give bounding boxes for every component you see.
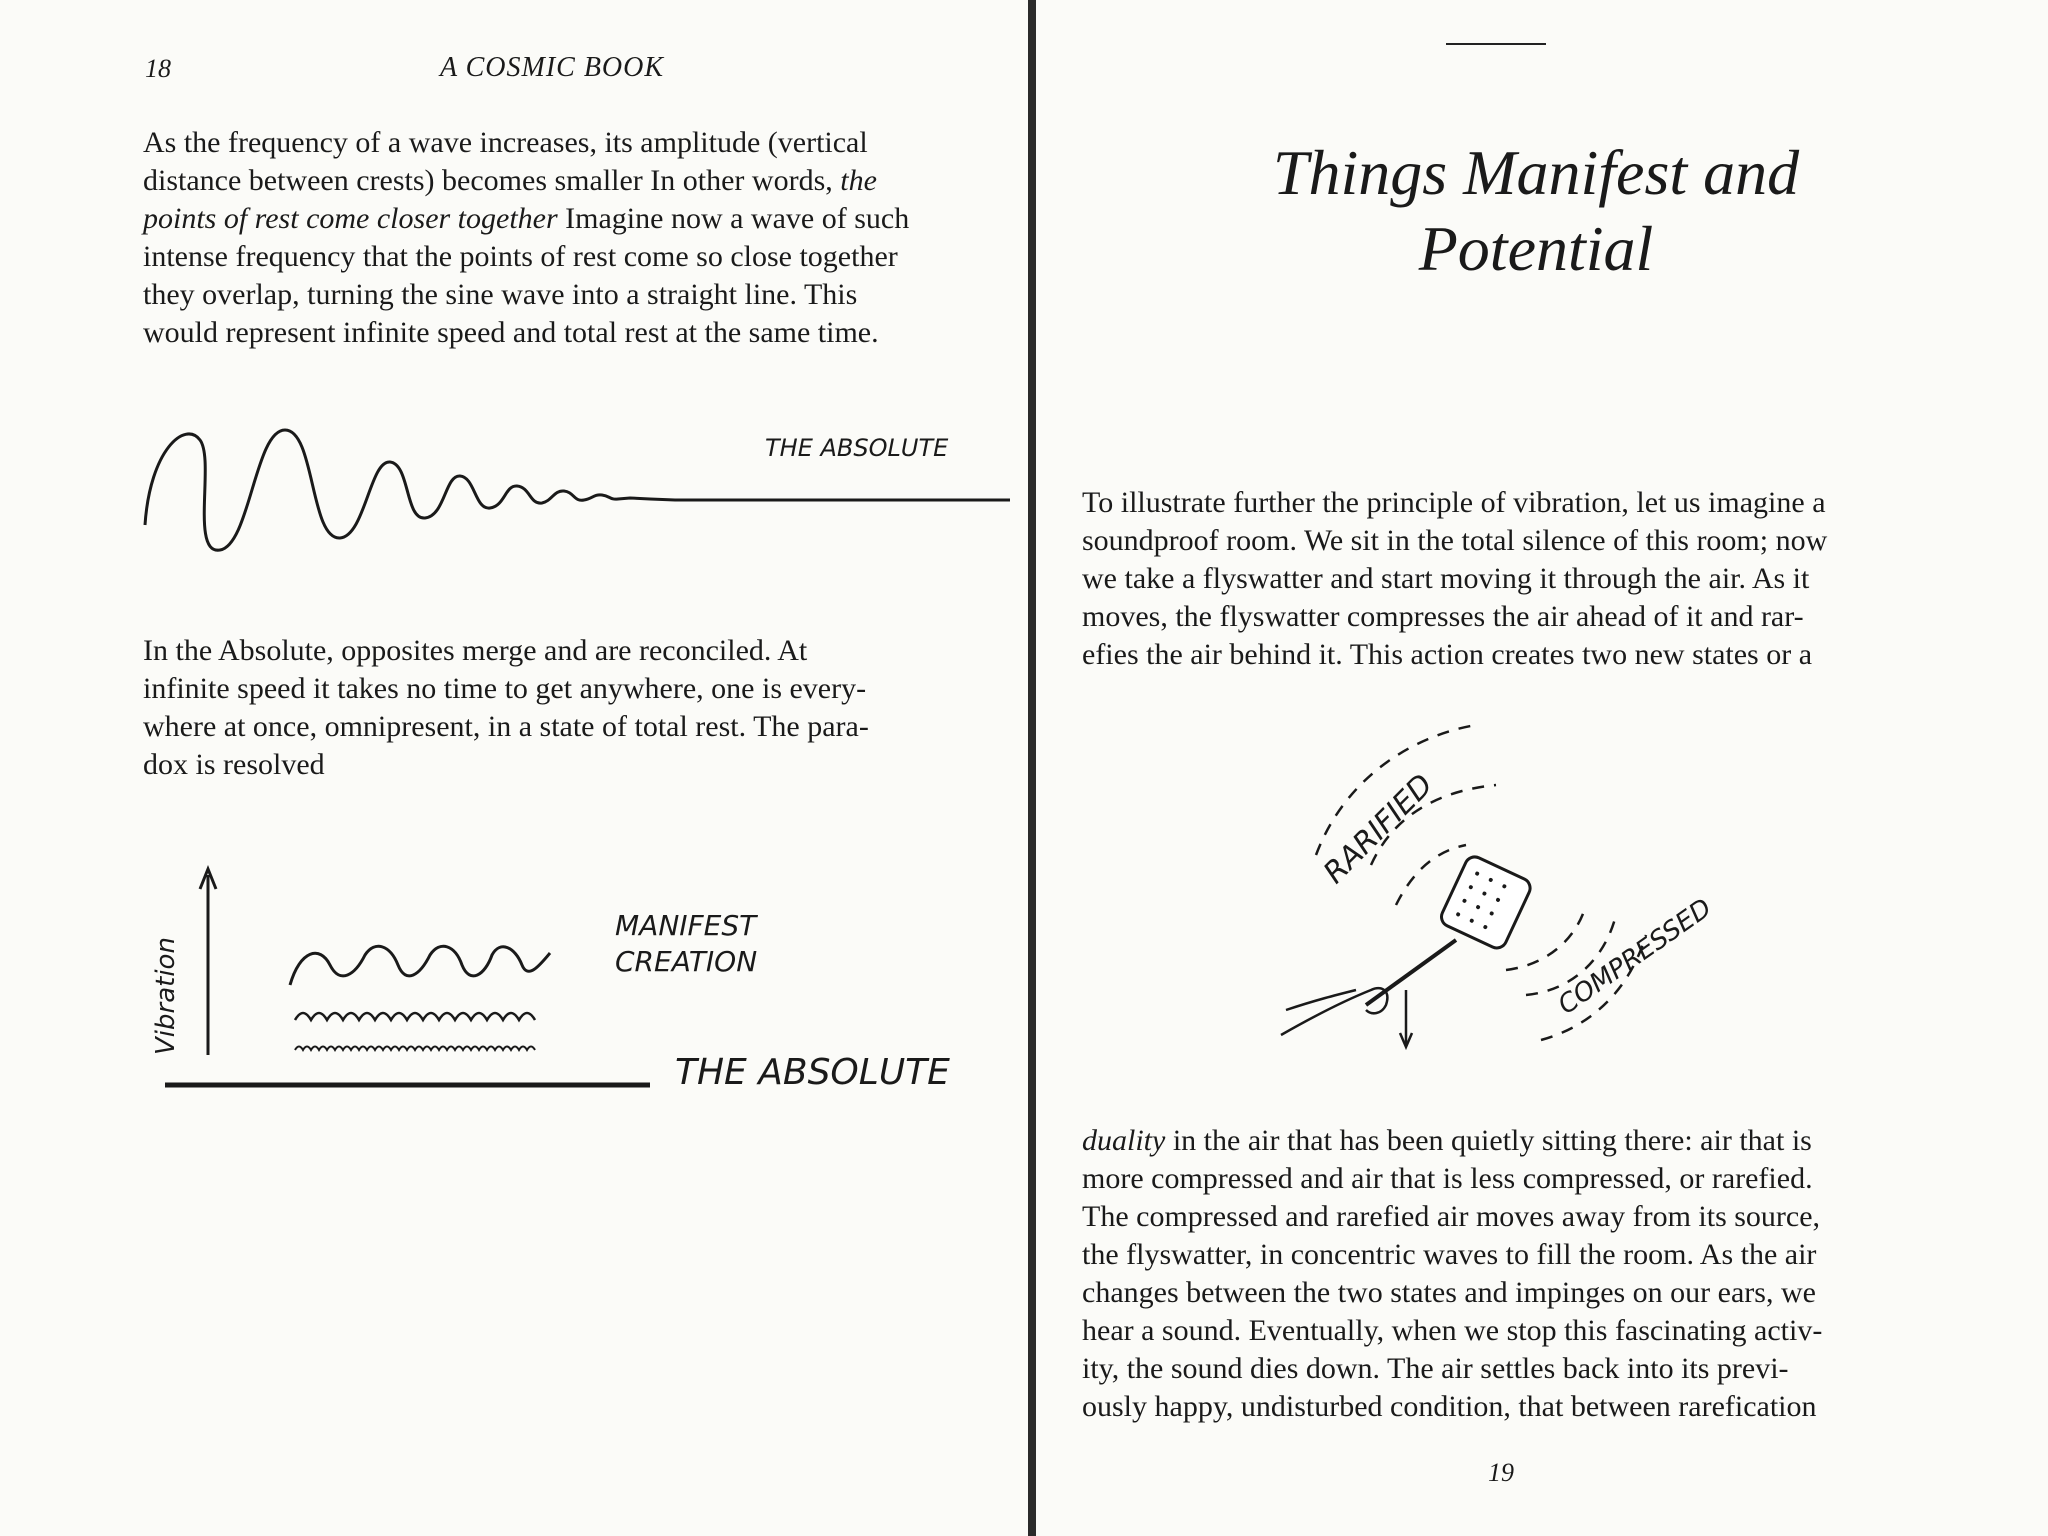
text-line: The compressed and rarefied air moves away from its source,: [1082, 1200, 1821, 1233]
text-line: more compressed and air that is less compressed, or rarefied.: [1082, 1162, 1813, 1195]
text-line: points of rest come closer together Imagine now a wave of such: [143, 202, 910, 235]
book-gutter: [1028, 0, 1036, 1536]
right-page: [1036, 0, 2048, 1536]
chapter-title-line-1: Things Manifest and: [1272, 137, 1800, 208]
left-paragraph-1: [143, 124, 983, 352]
page-number-right: 19: [1488, 1458, 1514, 1487]
rarified-label: RARIFIED: [1316, 767, 1441, 891]
text-line: moves, the flyswatter compresses the air ahead of it and rar-: [1082, 600, 1804, 633]
duality-word: duality: [1082, 1124, 1166, 1157]
vibration-axis-label: Vibration: [151, 937, 181, 1055]
the-absolute-label: THE ABSOLUTE: [675, 1052, 950, 1093]
text-line: efies the air behind it. This action creates two new states or a: [1082, 638, 1813, 671]
compressed-label: COMPRESSED: [1552, 893, 1718, 1021]
higher-frequency-wave: [295, 1013, 535, 1020]
text-line: distance between crests) becomes smaller In other words, the: [143, 164, 877, 197]
text-line: intense frequency that the points of rest come so close together: [143, 240, 898, 273]
absolute-label: THE ABSOLUTE: [765, 434, 949, 462]
text-line: changes between the two states and impinges on our ears, we: [1082, 1276, 1816, 1309]
text-line: In the Absolute, opposites merge and are reconciled. At: [143, 634, 808, 667]
text-line: we take a flyswatter and start moving it through the air. As it: [1082, 562, 1810, 595]
figure-vibration-levels: [130, 855, 1010, 1105]
text-line: would represent infinite speed and total rest at the same time.: [143, 316, 879, 349]
text-line: infinite speed it takes no time to get anywhere, one is every-: [143, 672, 867, 705]
manifest-label: MANIFEST: [615, 909, 757, 942]
hand-drawing: [1281, 988, 1387, 1035]
creation-label: CREATION: [615, 945, 758, 978]
chapter-title: [1156, 135, 1916, 287]
text-line: hear a sound. Eventually, when we stop this fascinating activ-: [1082, 1314, 1823, 1347]
page-number-left: 18: [145, 54, 171, 83]
chapter-rule: [1446, 43, 1546, 45]
text-line: soundproof room. We sit in the total silence of this room; now: [1082, 524, 1828, 557]
text-line: the flyswatter, in concentric waves to fill the room. As the air: [1082, 1238, 1817, 1271]
figure-wave-to-absolute: [130, 410, 1010, 570]
text-line: To illustrate further the principle of vibration, let us imagine a: [1082, 486, 1826, 519]
text-line: As the frequency of a wave increases, its amplitude (vertical: [143, 126, 868, 159]
text-line: duality in the air that has been quietly sitting there: air that is: [1082, 1124, 1812, 1157]
text-line: dox is resolved: [143, 748, 325, 781]
highest-frequency-wave: [295, 1047, 535, 1051]
flyswatter: [1366, 854, 1533, 1005]
running-head: A COSMIC BOOK: [440, 52, 665, 83]
text-line: ity, the sound dies down. The air settles back into its previ-: [1082, 1352, 1789, 1385]
text-line: they overlap, turning the sine wave into a straight line. This: [143, 278, 858, 311]
manifest-wave: [290, 946, 550, 985]
figure-flyswatter: [1276, 715, 1756, 1055]
right-paragraph-2: [1082, 1122, 1962, 1426]
chapter-title-line-2: Potential: [1418, 213, 1654, 284]
text-line: where at once, omnipresent, in a state of total rest. The para-: [143, 710, 869, 743]
text-line: ously happy, undisturbed condition, that between rarefication: [1082, 1390, 1817, 1423]
right-paragraph-1: [1082, 484, 1962, 674]
left-paragraph-2: [143, 632, 983, 784]
